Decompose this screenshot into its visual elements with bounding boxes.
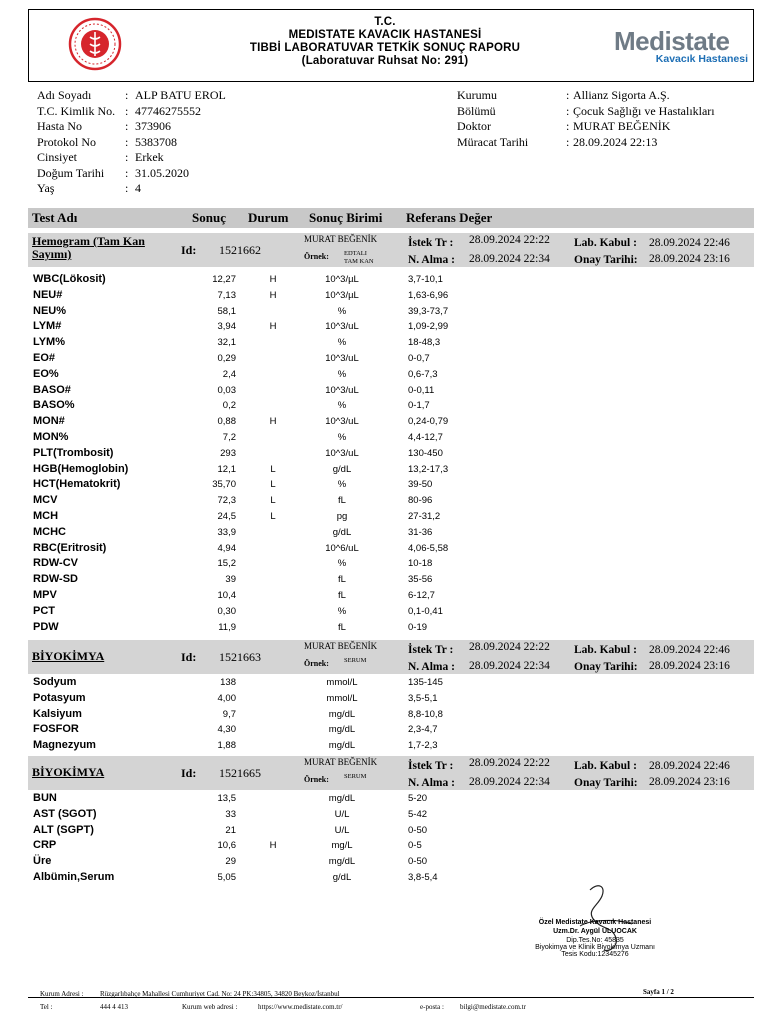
test-unit: 10^3/µL xyxy=(325,289,359,301)
section-lab-kabul-date: 28.09.2024 22:46 xyxy=(649,760,730,772)
section-istek-label: İstek Tr : xyxy=(408,760,454,772)
test-reference: 2,3-4,7 xyxy=(408,724,438,736)
test-unit: % xyxy=(337,558,347,570)
section-istek-label: İstek Tr : xyxy=(408,237,454,249)
test-reference: 0-19 xyxy=(408,621,428,633)
section-alma-label: N. Alma : xyxy=(408,254,455,266)
test-result: 5,05 xyxy=(217,872,236,883)
table-row xyxy=(28,492,754,508)
test-unit: fL xyxy=(338,621,346,633)
logo-sub-text: Kavacık Hastanesi xyxy=(655,53,748,65)
test-result: 2,4 xyxy=(222,368,236,380)
patient-info-value: MURAT BEĞENİK xyxy=(573,119,671,133)
section-header xyxy=(28,756,754,790)
test-result: 7,2 xyxy=(222,432,236,443)
col-status: Durum xyxy=(248,210,289,225)
section-id-label: Id: xyxy=(181,766,197,780)
table-row xyxy=(28,476,754,492)
test-unit: 10^3/uL xyxy=(325,353,359,364)
test-reference: 135-145 xyxy=(408,677,443,688)
test-unit: U/L xyxy=(334,808,350,820)
test-result: 0,03 xyxy=(217,384,236,396)
signature-diploma: Dip.Tes.No: 45835 xyxy=(566,937,624,944)
ministry-emblem-icon xyxy=(68,17,122,71)
test-result: 33 xyxy=(225,808,236,820)
patient-info-label: Kurumu xyxy=(457,88,497,102)
test-result: 9,7 xyxy=(222,708,236,720)
section-doctor: MURAT BEĞENİK xyxy=(304,234,378,244)
table-row xyxy=(28,318,754,334)
test-reference: 8,8-10,8 xyxy=(408,708,443,720)
test-unit: g/dL xyxy=(332,872,352,883)
test-reference: 27-31,2 xyxy=(408,511,441,522)
table-row xyxy=(28,721,754,737)
section-lab-kabul-date: 28.09.2024 22:46 xyxy=(649,237,730,249)
patient-info-row xyxy=(457,88,757,102)
table-row xyxy=(28,382,754,398)
test-result: 138 xyxy=(220,677,236,688)
table-row xyxy=(28,287,754,303)
test-flag: H xyxy=(269,416,277,428)
table-row xyxy=(28,853,754,869)
test-unit: mg/dL xyxy=(328,793,356,804)
section-sample-label: Örnek: xyxy=(304,252,329,261)
report-title: TIBBİ LABORATUVAR TETKİK SONUÇ RAPORU xyxy=(249,42,521,54)
test-result: 29 xyxy=(225,856,236,868)
patient-info-row xyxy=(37,150,337,164)
col-unit: Sonuç Birimi xyxy=(309,210,383,225)
test-name: MON% xyxy=(33,431,69,443)
table-column-header xyxy=(28,208,754,228)
patient-info-colon: : xyxy=(566,134,570,149)
test-name: RDW-CV xyxy=(33,557,78,570)
test-reference: 10-18 xyxy=(408,558,433,570)
test-result: 4,00 xyxy=(217,692,236,704)
test-reference: 31-36 xyxy=(408,526,433,538)
table-row xyxy=(28,790,754,806)
test-name: MCV xyxy=(33,494,58,507)
table-row xyxy=(28,555,754,571)
test-name: Magnezyum xyxy=(33,739,96,752)
section-onay-label: Onay Tarihi: xyxy=(574,661,638,673)
test-result: 0,2 xyxy=(222,400,236,412)
patient-info-row xyxy=(37,135,337,149)
test-reference: 4,06-5,58 xyxy=(408,542,449,554)
footer-tel: 444 4 413 xyxy=(100,1003,128,1011)
test-name: MON# xyxy=(33,415,65,428)
test-name: MCHC xyxy=(33,525,66,538)
table-row xyxy=(28,271,754,287)
table-row xyxy=(28,524,754,540)
section-alma-date: 28.09.2024 22:34 xyxy=(469,776,550,788)
test-result: 58,1 xyxy=(217,305,236,317)
hospital-name: MEDISTATE KAVACIK HASTANESİ xyxy=(288,29,482,41)
test-reference: 0,24-0,79 xyxy=(408,416,449,428)
patient-info-label: Bölümü xyxy=(457,103,496,118)
test-result: 0,29 xyxy=(217,353,236,364)
test-flag: H xyxy=(269,321,277,333)
table-row xyxy=(28,587,754,603)
test-flag: H xyxy=(269,274,277,285)
table-row xyxy=(28,806,754,822)
test-result: 10,4 xyxy=(217,590,236,601)
footer-email-label: e-posta : xyxy=(420,1003,444,1011)
test-unit: U/L xyxy=(334,824,350,836)
patient-info-colon: : xyxy=(125,181,129,195)
test-reference: 39-50 xyxy=(408,479,433,491)
section-lab-kabul-label: Lab. Kabul : xyxy=(574,237,637,249)
test-reference: 130-450 xyxy=(408,447,443,459)
test-name: Albümin,Serum xyxy=(33,871,115,883)
test-name: PLT(Trombosit) xyxy=(33,446,114,459)
test-reference: 18-48,3 xyxy=(408,337,441,349)
test-reference: 3,8-5,4 xyxy=(408,872,438,883)
test-unit: pg xyxy=(336,511,348,522)
table-row xyxy=(28,397,754,413)
patient-info-label: Adı Soyadı xyxy=(37,88,92,102)
section-id: 1521663 xyxy=(219,650,261,664)
test-result: 32,1 xyxy=(217,337,236,349)
section-id-label: Id: xyxy=(181,243,197,257)
test-name: EO# xyxy=(33,352,56,364)
test-reference: 35-56 xyxy=(408,574,433,586)
section-lab-kabul-label: Lab. Kabul : xyxy=(574,760,637,772)
test-flag: H xyxy=(269,840,277,852)
test-reference: 3,5-5,1 xyxy=(408,692,438,704)
test-name: Kalsiyum xyxy=(33,707,82,720)
test-reference: 5-20 xyxy=(408,793,428,804)
patient-info-colon: : xyxy=(566,103,570,118)
test-name: LYM% xyxy=(33,336,65,349)
test-name: FOSFOR xyxy=(33,723,79,736)
medistate-logo xyxy=(614,26,750,72)
patient-info-colon: : xyxy=(125,119,129,133)
table-row xyxy=(28,350,754,366)
section-id-label: Id: xyxy=(181,650,197,664)
test-result: 39 xyxy=(225,574,236,586)
patient-info-value: Allianz Sigorta A.Ş. xyxy=(573,88,670,102)
test-flag: L xyxy=(270,463,276,475)
patient-info-row xyxy=(37,119,337,133)
test-unit: mmol/L xyxy=(326,692,358,704)
test-name: BASO# xyxy=(33,383,71,396)
patient-info-value: 5383708 xyxy=(135,134,177,149)
test-result: 13,5 xyxy=(217,793,236,804)
footer-address: Rüzgarlıbahçe Mahallesi Cumhuriyet Cad. No: 24 PK:34805, 34820 Beykoz/İstanbul xyxy=(100,990,340,998)
test-result: 15,2 xyxy=(217,558,236,570)
test-result: 35,70 xyxy=(212,479,236,491)
signature-hospital: Özel Medistate Kavacık Hastanesi xyxy=(538,919,652,926)
test-reference: 1,09-2,99 xyxy=(408,321,449,333)
test-name: Potasyum xyxy=(33,691,86,704)
test-unit: % xyxy=(337,479,347,491)
test-name: RDW-SD xyxy=(33,573,78,586)
test-reference: 13,2-17,3 xyxy=(408,463,449,475)
test-unit: fL xyxy=(338,574,346,586)
table-row xyxy=(28,690,754,706)
test-unit: g/dL xyxy=(332,526,352,538)
patient-info-colon: : xyxy=(125,88,129,102)
section-header xyxy=(28,640,754,674)
col-result: Sonuç xyxy=(192,210,226,225)
test-reference: 1,7-2,3 xyxy=(408,740,438,752)
section-sample-label: Örnek: xyxy=(304,659,329,668)
patient-info-value: Erkek xyxy=(135,150,164,164)
test-name: AST (SGOT) xyxy=(33,807,97,820)
header-country: T.C. xyxy=(374,16,396,28)
test-unit: 10^3/µL xyxy=(325,274,359,285)
test-result: 12,1 xyxy=(217,463,236,475)
test-result: 24,5 xyxy=(217,511,236,522)
patient-info-colon: : xyxy=(125,134,129,149)
test-unit: fL xyxy=(338,590,346,601)
section-lab-kabul-label: Lab. Kabul : xyxy=(574,644,637,656)
test-result: 4,30 xyxy=(217,724,236,736)
col-test: Test Adı xyxy=(32,210,78,225)
test-unit: % xyxy=(337,400,347,412)
section-title: BİYOKİMYA xyxy=(32,649,105,663)
footer-tel-label: Tel : xyxy=(40,1003,53,1011)
test-reference: 80-96 xyxy=(408,495,433,507)
test-result: 4,94 xyxy=(217,542,236,554)
test-unit: 10^3/uL xyxy=(325,384,359,396)
test-unit: % xyxy=(337,432,347,443)
patient-info-label: T.C. Kimlik No. xyxy=(37,103,116,118)
table-row xyxy=(28,837,754,853)
section-sample: EDTALI TAM KAN xyxy=(344,250,374,265)
patient-info-value: 4 xyxy=(135,181,141,195)
test-flag: L xyxy=(270,511,276,522)
section-header xyxy=(28,233,754,267)
col-ref: Referans Değer xyxy=(406,210,493,225)
patient-info-label: Protokol No xyxy=(37,134,97,149)
table-row xyxy=(28,508,754,524)
patient-info-row xyxy=(457,119,757,133)
test-unit: % xyxy=(337,605,347,617)
patient-info-colon: : xyxy=(125,165,129,180)
patient-info-value: 28.09.2024 22:13 xyxy=(573,134,658,149)
test-result: 7,13 xyxy=(217,289,236,301)
section-doctor: MURAT BEĞENİK xyxy=(304,641,378,651)
test-flag: L xyxy=(270,479,276,491)
patient-info-colon: : xyxy=(566,88,570,102)
patient-info-row xyxy=(37,88,337,102)
table-row xyxy=(28,737,754,753)
test-name: PDW xyxy=(33,620,59,633)
patient-info-row xyxy=(457,104,757,118)
test-result: 12,27 xyxy=(212,274,236,285)
section-onay-label: Onay Tarihi: xyxy=(574,777,638,789)
section-alma-date: 28.09.2024 22:34 xyxy=(469,660,550,672)
section-alma-date: 28.09.2024 22:34 xyxy=(469,253,550,265)
patient-info-value: Çocuk Sağlığı ve Hastalıkları xyxy=(573,103,715,118)
patient-info-value: 47746275552 xyxy=(135,103,201,118)
section-title: BİYOKİMYA xyxy=(32,765,105,779)
test-unit: mg/dL xyxy=(328,856,356,868)
test-name: RBC(Eritrosit) xyxy=(33,541,107,554)
section-istek-date: 28.09.2024 22:22 xyxy=(469,757,550,769)
test-reference: 4,4-12,7 xyxy=(408,432,443,443)
table-row xyxy=(28,674,754,690)
page-number: Sayfa 1 / 2 xyxy=(643,988,674,996)
test-name: NEU% xyxy=(33,304,67,317)
test-flag: H xyxy=(269,289,277,301)
section-onay-date: 28.09.2024 23:16 xyxy=(649,253,730,265)
test-reference: 6-12,7 xyxy=(408,590,435,601)
test-reference: 0-50 xyxy=(408,824,428,836)
section-istek-date: 28.09.2024 22:22 xyxy=(469,641,550,653)
test-unit: % xyxy=(337,337,347,349)
patient-info-row xyxy=(37,166,337,180)
test-name: Sodyum xyxy=(33,676,77,688)
test-unit: % xyxy=(337,305,347,317)
test-result: 72,3 xyxy=(217,495,236,507)
test-result: 0,30 xyxy=(217,605,236,617)
table-row xyxy=(28,619,754,635)
section-title: Hemogram (Tam Kan Sayımı) xyxy=(32,234,145,261)
table-row xyxy=(28,366,754,382)
patient-info-row xyxy=(37,104,337,118)
patient-info-label: Doktor xyxy=(457,119,491,133)
signature-facility-code: Tesis Kodu:12345276 xyxy=(561,951,629,958)
table-row xyxy=(28,540,754,556)
table-row xyxy=(28,822,754,838)
test-reference: 0,1-0,41 xyxy=(408,605,443,617)
test-result: 21 xyxy=(225,824,236,836)
patient-info-label: Doğum Tarihi xyxy=(37,165,105,180)
patient-info-row xyxy=(457,135,757,149)
section-istek-date: 28.09.2024 22:22 xyxy=(469,234,550,246)
patient-info-label: Müracat Tarihi xyxy=(457,134,529,149)
section-id: 1521665 xyxy=(219,766,261,780)
lab-license: (Laboratuvar Ruhsat No: 291) xyxy=(301,55,469,67)
test-reference: 0-0,7 xyxy=(408,353,430,364)
test-unit: fL xyxy=(338,495,346,507)
footer-web-link[interactable]: https://www.medistate.com.tr/ xyxy=(258,1003,343,1011)
test-result: 293 xyxy=(220,447,236,459)
test-name: BASO% xyxy=(33,399,75,412)
section-onay-date: 28.09.2024 23:16 xyxy=(649,660,730,672)
test-unit: 10^3/uL xyxy=(325,416,359,428)
table-row xyxy=(28,706,754,722)
test-name: CRP xyxy=(33,839,57,852)
test-reference: 0-0,11 xyxy=(408,384,435,396)
table-row xyxy=(28,429,754,445)
test-name: ALT (SGPT) xyxy=(33,823,94,836)
table-row xyxy=(28,603,754,619)
test-unit: mg/L xyxy=(331,840,353,852)
test-unit: 10^3/uL xyxy=(325,321,359,333)
table-row xyxy=(28,303,754,319)
test-reference: 39,3-73,7 xyxy=(408,305,449,317)
patient-info-colon: : xyxy=(566,119,570,133)
test-unit: 10^3/uL xyxy=(325,447,359,459)
patient-info-label: Hasta No xyxy=(37,119,82,133)
table-row xyxy=(28,461,754,477)
logo-main-text: Medistate xyxy=(614,26,730,56)
test-unit: 10^6/uL xyxy=(325,542,359,554)
patient-info-row xyxy=(37,181,337,195)
test-name: NEU# xyxy=(33,288,63,301)
test-unit: % xyxy=(337,368,347,380)
test-name: PCT xyxy=(33,604,55,617)
patient-info-value: 373906 xyxy=(135,119,171,133)
test-result: 1,88 xyxy=(217,740,236,752)
test-unit: g/dL xyxy=(332,463,352,475)
section-id: 1521662 xyxy=(219,243,261,257)
table-row xyxy=(28,445,754,461)
test-reference: 3,7-10,1 xyxy=(408,274,443,285)
test-name: EO% xyxy=(33,367,59,380)
test-reference: 0-50 xyxy=(408,856,428,868)
footer-email-link[interactable]: bilgi@medistate.com.tr xyxy=(460,1003,526,1011)
test-name: HGB(Hemoglobin) xyxy=(33,462,129,475)
patient-info-value: ALP BATU EROL xyxy=(135,88,226,102)
test-result: 0,88 xyxy=(217,416,236,428)
test-result: 10,6 xyxy=(217,840,236,852)
section-sample: SERUM xyxy=(344,773,367,780)
section-istek-label: İstek Tr : xyxy=(408,644,454,656)
footer-address-label: Kurum Adresi : xyxy=(40,990,84,998)
test-flag: L xyxy=(270,495,276,507)
test-name: LYM# xyxy=(33,320,62,333)
table-row xyxy=(28,571,754,587)
signature-title: Biyokimya ve Klinik Biyokimya Uzmanı xyxy=(535,944,655,951)
test-name: BUN xyxy=(33,792,57,804)
patient-info-label: Yaş xyxy=(37,181,55,195)
test-result: 11,9 xyxy=(218,621,236,633)
section-lab-kabul-date: 28.09.2024 22:46 xyxy=(649,644,730,656)
test-reference: 0-5 xyxy=(408,840,422,852)
test-reference: 0,6-7,3 xyxy=(408,368,438,380)
test-name: MCH xyxy=(33,510,59,522)
section-onay-date: 28.09.2024 23:16 xyxy=(649,776,730,788)
patient-info-label: Cinsiyet xyxy=(37,150,78,164)
test-name: WBC(Lökosit) xyxy=(33,273,106,285)
test-result: 33,9 xyxy=(217,526,236,538)
test-reference: 5-42 xyxy=(408,808,428,820)
section-doctor: MURAT BEĞENİK xyxy=(304,757,378,767)
table-row xyxy=(28,334,754,350)
section-alma-label: N. Alma : xyxy=(408,777,455,789)
patient-info-value: 31.05.2020 xyxy=(135,165,189,180)
test-unit: mg/dL xyxy=(328,724,356,736)
test-result: 3,94 xyxy=(217,321,236,333)
section-onay-label: Onay Tarihi: xyxy=(574,254,638,266)
test-name: HCT(Hematokrit) xyxy=(33,478,121,491)
signature-stamp xyxy=(520,880,670,960)
section-alma-label: N. Alma : xyxy=(408,661,455,673)
section-sample: SERUM xyxy=(344,657,367,664)
test-reference: 0-1,7 xyxy=(408,400,430,412)
patient-info-colon: : xyxy=(125,103,129,118)
test-unit: mg/dL xyxy=(328,740,356,752)
table-row xyxy=(28,413,754,429)
footer-web-label: Kurum web adresi : xyxy=(182,1003,238,1011)
test-reference: 1,63-6,96 xyxy=(408,289,449,301)
test-unit: mg/dL xyxy=(328,708,356,720)
section-sample-label: Örnek: xyxy=(304,775,329,784)
test-name: MPV xyxy=(33,589,57,601)
signature-doctor: Uzm.Dr. Aygül ULUOCAK xyxy=(553,928,637,935)
test-name: Üre xyxy=(33,855,52,868)
test-unit: mmol/L xyxy=(326,677,358,688)
patient-info-colon: : xyxy=(125,150,129,164)
